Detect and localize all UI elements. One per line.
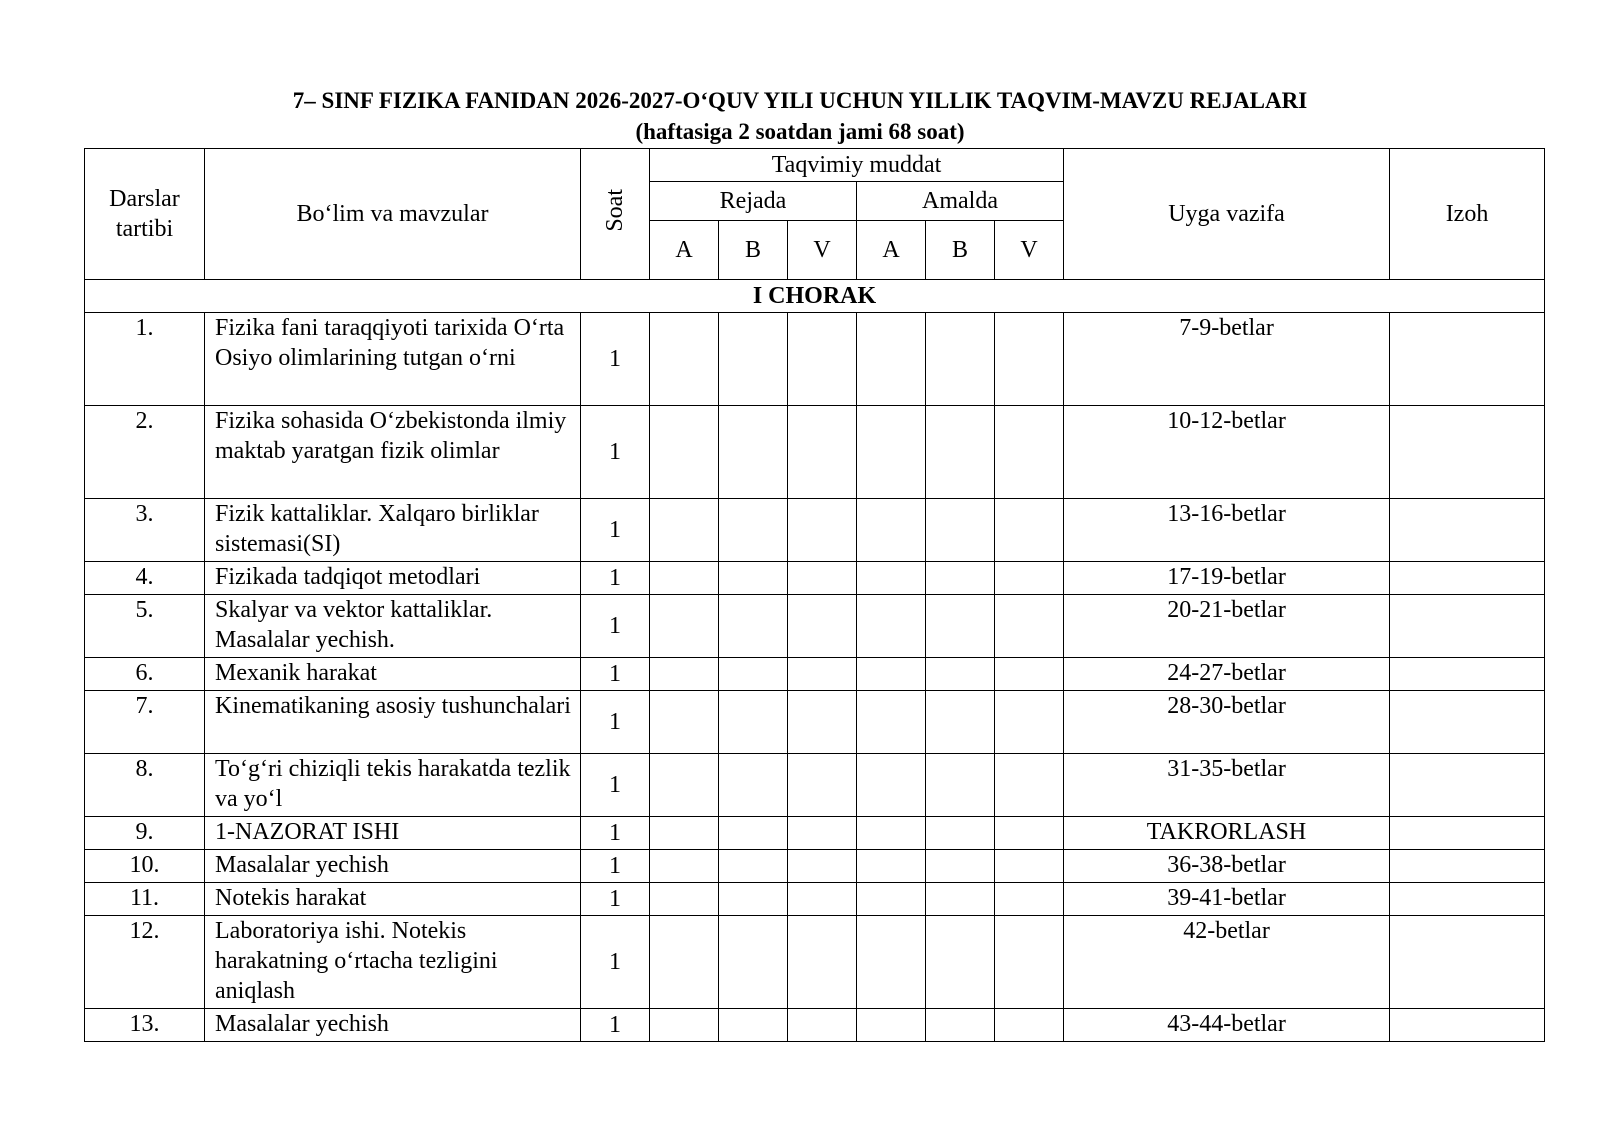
notes-cell bbox=[1390, 562, 1545, 595]
lesson-topic: Skalyar va vektor kattaliklar. Masalalar yechish. bbox=[205, 595, 581, 658]
date-cell bbox=[788, 916, 857, 1009]
header-topics: Bo‘lim va mavzular bbox=[205, 149, 581, 280]
date-cell bbox=[995, 850, 1064, 883]
date-cell bbox=[926, 850, 995, 883]
date-cell bbox=[650, 562, 719, 595]
date-cell bbox=[857, 595, 926, 658]
date-cell bbox=[788, 850, 857, 883]
date-cell bbox=[995, 499, 1064, 562]
date-cell bbox=[857, 658, 926, 691]
lesson-homework: 17-19-betlar bbox=[1064, 562, 1390, 595]
date-cell bbox=[650, 817, 719, 850]
date-cell bbox=[650, 313, 719, 406]
lesson-topic: Masalalar yechish bbox=[205, 850, 581, 883]
date-cell bbox=[788, 754, 857, 817]
lesson-number: 12. bbox=[85, 916, 205, 1009]
date-cell bbox=[857, 850, 926, 883]
date-cell bbox=[857, 562, 926, 595]
date-cell bbox=[926, 406, 995, 499]
table-row bbox=[85, 595, 1545, 658]
lesson-topic: Fizika sohasida O‘zbekistonda ilmiy maktab yaratgan fizik olimlar bbox=[205, 406, 581, 499]
lesson-hours: 1 bbox=[581, 754, 650, 817]
date-cell bbox=[995, 754, 1064, 817]
header-hours bbox=[581, 149, 650, 280]
date-cell bbox=[719, 916, 788, 1009]
header-planned: Rejada bbox=[650, 182, 857, 221]
date-cell bbox=[719, 313, 788, 406]
date-cell bbox=[650, 754, 719, 817]
table-row bbox=[85, 691, 1545, 754]
lesson-number: 4. bbox=[85, 562, 205, 595]
notes-cell bbox=[1390, 313, 1545, 406]
lesson-homework: 31-35-betlar bbox=[1064, 754, 1390, 817]
date-cell bbox=[995, 562, 1064, 595]
lesson-topic: Kinematikaning asosiy tushunchalari bbox=[205, 691, 581, 754]
date-cell bbox=[926, 691, 995, 754]
date-cell bbox=[995, 691, 1064, 754]
date-cell bbox=[857, 754, 926, 817]
date-cell bbox=[926, 883, 995, 916]
notes-cell bbox=[1390, 850, 1545, 883]
date-cell bbox=[719, 658, 788, 691]
table-row bbox=[85, 562, 1545, 595]
lesson-hours: 1 bbox=[581, 406, 650, 499]
notes-cell bbox=[1390, 754, 1545, 817]
date-cell bbox=[995, 595, 1064, 658]
date-cell bbox=[926, 1009, 995, 1042]
notes-cell bbox=[1390, 916, 1545, 1009]
lesson-number: 7. bbox=[85, 691, 205, 754]
lesson-hours: 1 bbox=[581, 313, 650, 406]
date-cell bbox=[788, 691, 857, 754]
date-cell bbox=[995, 1009, 1064, 1042]
lesson-topic: Laboratoriya ishi. Notekis harakatning o‘rtacha tezligini aniqlash bbox=[205, 916, 581, 1009]
lesson-hours: 1 bbox=[581, 850, 650, 883]
date-cell bbox=[926, 754, 995, 817]
date-cell bbox=[719, 1009, 788, 1042]
table-row bbox=[85, 499, 1545, 562]
date-cell bbox=[995, 916, 1064, 1009]
date-cell bbox=[650, 691, 719, 754]
notes-cell bbox=[1390, 499, 1545, 562]
lesson-hours: 1 bbox=[581, 817, 650, 850]
date-cell bbox=[788, 562, 857, 595]
lesson-homework: 42-betlar bbox=[1064, 916, 1390, 1009]
lesson-topic: 1-NAZORAT ISHI bbox=[205, 817, 581, 850]
date-cell bbox=[650, 850, 719, 883]
date-cell bbox=[926, 817, 995, 850]
lesson-hours: 1 bbox=[581, 691, 650, 754]
date-cell bbox=[995, 658, 1064, 691]
header-actual: Amalda bbox=[857, 182, 1064, 221]
date-cell bbox=[788, 406, 857, 499]
date-cell bbox=[719, 817, 788, 850]
date-cell bbox=[719, 754, 788, 817]
lesson-homework: 7-9-betlar bbox=[1064, 313, 1390, 406]
notes-cell bbox=[1390, 595, 1545, 658]
date-cell bbox=[857, 883, 926, 916]
table-row bbox=[85, 406, 1545, 499]
plan-table bbox=[84, 148, 1545, 1042]
date-cell bbox=[788, 1009, 857, 1042]
date-cell bbox=[650, 1009, 719, 1042]
lesson-topic: Notekis harakat bbox=[205, 883, 581, 916]
lesson-number: 2. bbox=[85, 406, 205, 499]
table-row bbox=[85, 817, 1545, 850]
lesson-number: 1. bbox=[85, 313, 205, 406]
table-row bbox=[85, 850, 1545, 883]
lesson-homework: 28-30-betlar bbox=[1064, 691, 1390, 754]
lesson-hours: 1 bbox=[581, 1009, 650, 1042]
date-cell bbox=[650, 595, 719, 658]
date-cell bbox=[995, 313, 1064, 406]
lesson-hours: 1 bbox=[581, 658, 650, 691]
table-row bbox=[85, 1009, 1545, 1042]
date-cell bbox=[857, 817, 926, 850]
date-cell bbox=[926, 595, 995, 658]
quarter-label: I CHORAK bbox=[85, 280, 1545, 313]
header-class-actual-v: V bbox=[995, 221, 1064, 280]
lesson-number: 3. bbox=[85, 499, 205, 562]
date-cell bbox=[788, 595, 857, 658]
date-cell bbox=[926, 658, 995, 691]
header-hours-label: Soat bbox=[602, 188, 628, 232]
date-cell bbox=[650, 658, 719, 691]
table-row bbox=[85, 916, 1545, 1009]
date-cell bbox=[926, 499, 995, 562]
header-class-actual-b: B bbox=[926, 221, 995, 280]
date-cell bbox=[719, 850, 788, 883]
header-order: Darslar tartibi bbox=[85, 149, 205, 280]
lesson-homework: 10-12-betlar bbox=[1064, 406, 1390, 499]
page-title: 7– SINF FIZIKA FANIDAN 2026-2027-O‘QUV YILI UCHUN YILLIK TAQVIM-MAVZU REJALARI bbox=[292, 88, 1308, 113]
date-cell bbox=[719, 691, 788, 754]
lesson-hours: 1 bbox=[581, 883, 650, 916]
date-cell bbox=[857, 406, 926, 499]
notes-cell bbox=[1390, 691, 1545, 754]
lesson-topic: Fizik kattaliklar. Xalqaro birliklar sistemasi(SI) bbox=[205, 499, 581, 562]
header-notes: Izoh bbox=[1390, 149, 1545, 280]
notes-cell bbox=[1390, 658, 1545, 691]
lesson-homework: 24-27-betlar bbox=[1064, 658, 1390, 691]
lesson-number: 13. bbox=[85, 1009, 205, 1042]
date-cell bbox=[857, 313, 926, 406]
lesson-number: 9. bbox=[85, 817, 205, 850]
header-class-actual-a: A bbox=[857, 221, 926, 280]
date-cell bbox=[719, 883, 788, 916]
date-cell bbox=[650, 883, 719, 916]
date-cell bbox=[926, 916, 995, 1009]
notes-cell bbox=[1390, 817, 1545, 850]
page-subtitle: (haftasiga 2 soatdan jami 68 soat) bbox=[635, 119, 965, 144]
date-cell bbox=[650, 406, 719, 499]
lesson-number: 5. bbox=[85, 595, 205, 658]
date-cell bbox=[857, 691, 926, 754]
lesson-homework: 13-16-betlar bbox=[1064, 499, 1390, 562]
lesson-number: 8. bbox=[85, 754, 205, 817]
lesson-hours: 1 bbox=[581, 562, 650, 595]
lesson-topic: To‘g‘ri chiziqli tekis harakatda tezlik va yo‘l bbox=[205, 754, 581, 817]
date-cell bbox=[719, 595, 788, 658]
date-cell bbox=[995, 883, 1064, 916]
notes-cell bbox=[1390, 406, 1545, 499]
date-cell bbox=[719, 562, 788, 595]
quarter-row bbox=[85, 280, 1545, 313]
date-cell bbox=[788, 883, 857, 916]
lesson-number: 6. bbox=[85, 658, 205, 691]
lesson-number: 10. bbox=[85, 850, 205, 883]
date-cell bbox=[857, 1009, 926, 1042]
table-row bbox=[85, 313, 1545, 406]
lesson-homework: 20-21-betlar bbox=[1064, 595, 1390, 658]
date-cell bbox=[719, 406, 788, 499]
header-class-planned-a: A bbox=[650, 221, 719, 280]
lesson-topic: Masalalar yechish bbox=[205, 1009, 581, 1042]
lesson-topic: Fizika fani taraqqiyoti tarixida O‘rta Osiyo olimlarining tutgan o‘rni bbox=[205, 313, 581, 406]
date-cell bbox=[857, 499, 926, 562]
lesson-topic: Fizikada tadqiqot metodlari bbox=[205, 562, 581, 595]
lesson-homework: 36-38-betlar bbox=[1064, 850, 1390, 883]
date-cell bbox=[788, 658, 857, 691]
header-calendar: Taqvimiy muddat bbox=[650, 149, 1064, 182]
date-cell bbox=[788, 499, 857, 562]
header-homework: Uyga vazifa bbox=[1064, 149, 1390, 280]
date-cell bbox=[719, 499, 788, 562]
date-cell bbox=[788, 817, 857, 850]
date-cell bbox=[926, 562, 995, 595]
lesson-number: 11. bbox=[85, 883, 205, 916]
date-cell bbox=[788, 313, 857, 406]
date-cell bbox=[995, 817, 1064, 850]
lesson-topic: Mexanik harakat bbox=[205, 658, 581, 691]
lesson-homework: 43-44-betlar bbox=[1064, 1009, 1390, 1042]
notes-cell bbox=[1390, 883, 1545, 916]
header-class-planned-v: V bbox=[788, 221, 857, 280]
date-cell bbox=[650, 499, 719, 562]
header-class-planned-b: B bbox=[719, 221, 788, 280]
lesson-hours: 1 bbox=[581, 916, 650, 1009]
table-row bbox=[85, 883, 1545, 916]
date-cell bbox=[857, 916, 926, 1009]
date-cell bbox=[995, 406, 1064, 499]
lesson-homework: 39-41-betlar bbox=[1064, 883, 1390, 916]
table-row bbox=[85, 658, 1545, 691]
date-cell bbox=[650, 916, 719, 1009]
lesson-homework: TAKRORLASH bbox=[1064, 817, 1390, 850]
date-cell bbox=[926, 313, 995, 406]
lesson-hours: 1 bbox=[581, 499, 650, 562]
table-row bbox=[85, 754, 1545, 817]
lesson-hours: 1 bbox=[581, 595, 650, 658]
notes-cell bbox=[1390, 1009, 1545, 1042]
